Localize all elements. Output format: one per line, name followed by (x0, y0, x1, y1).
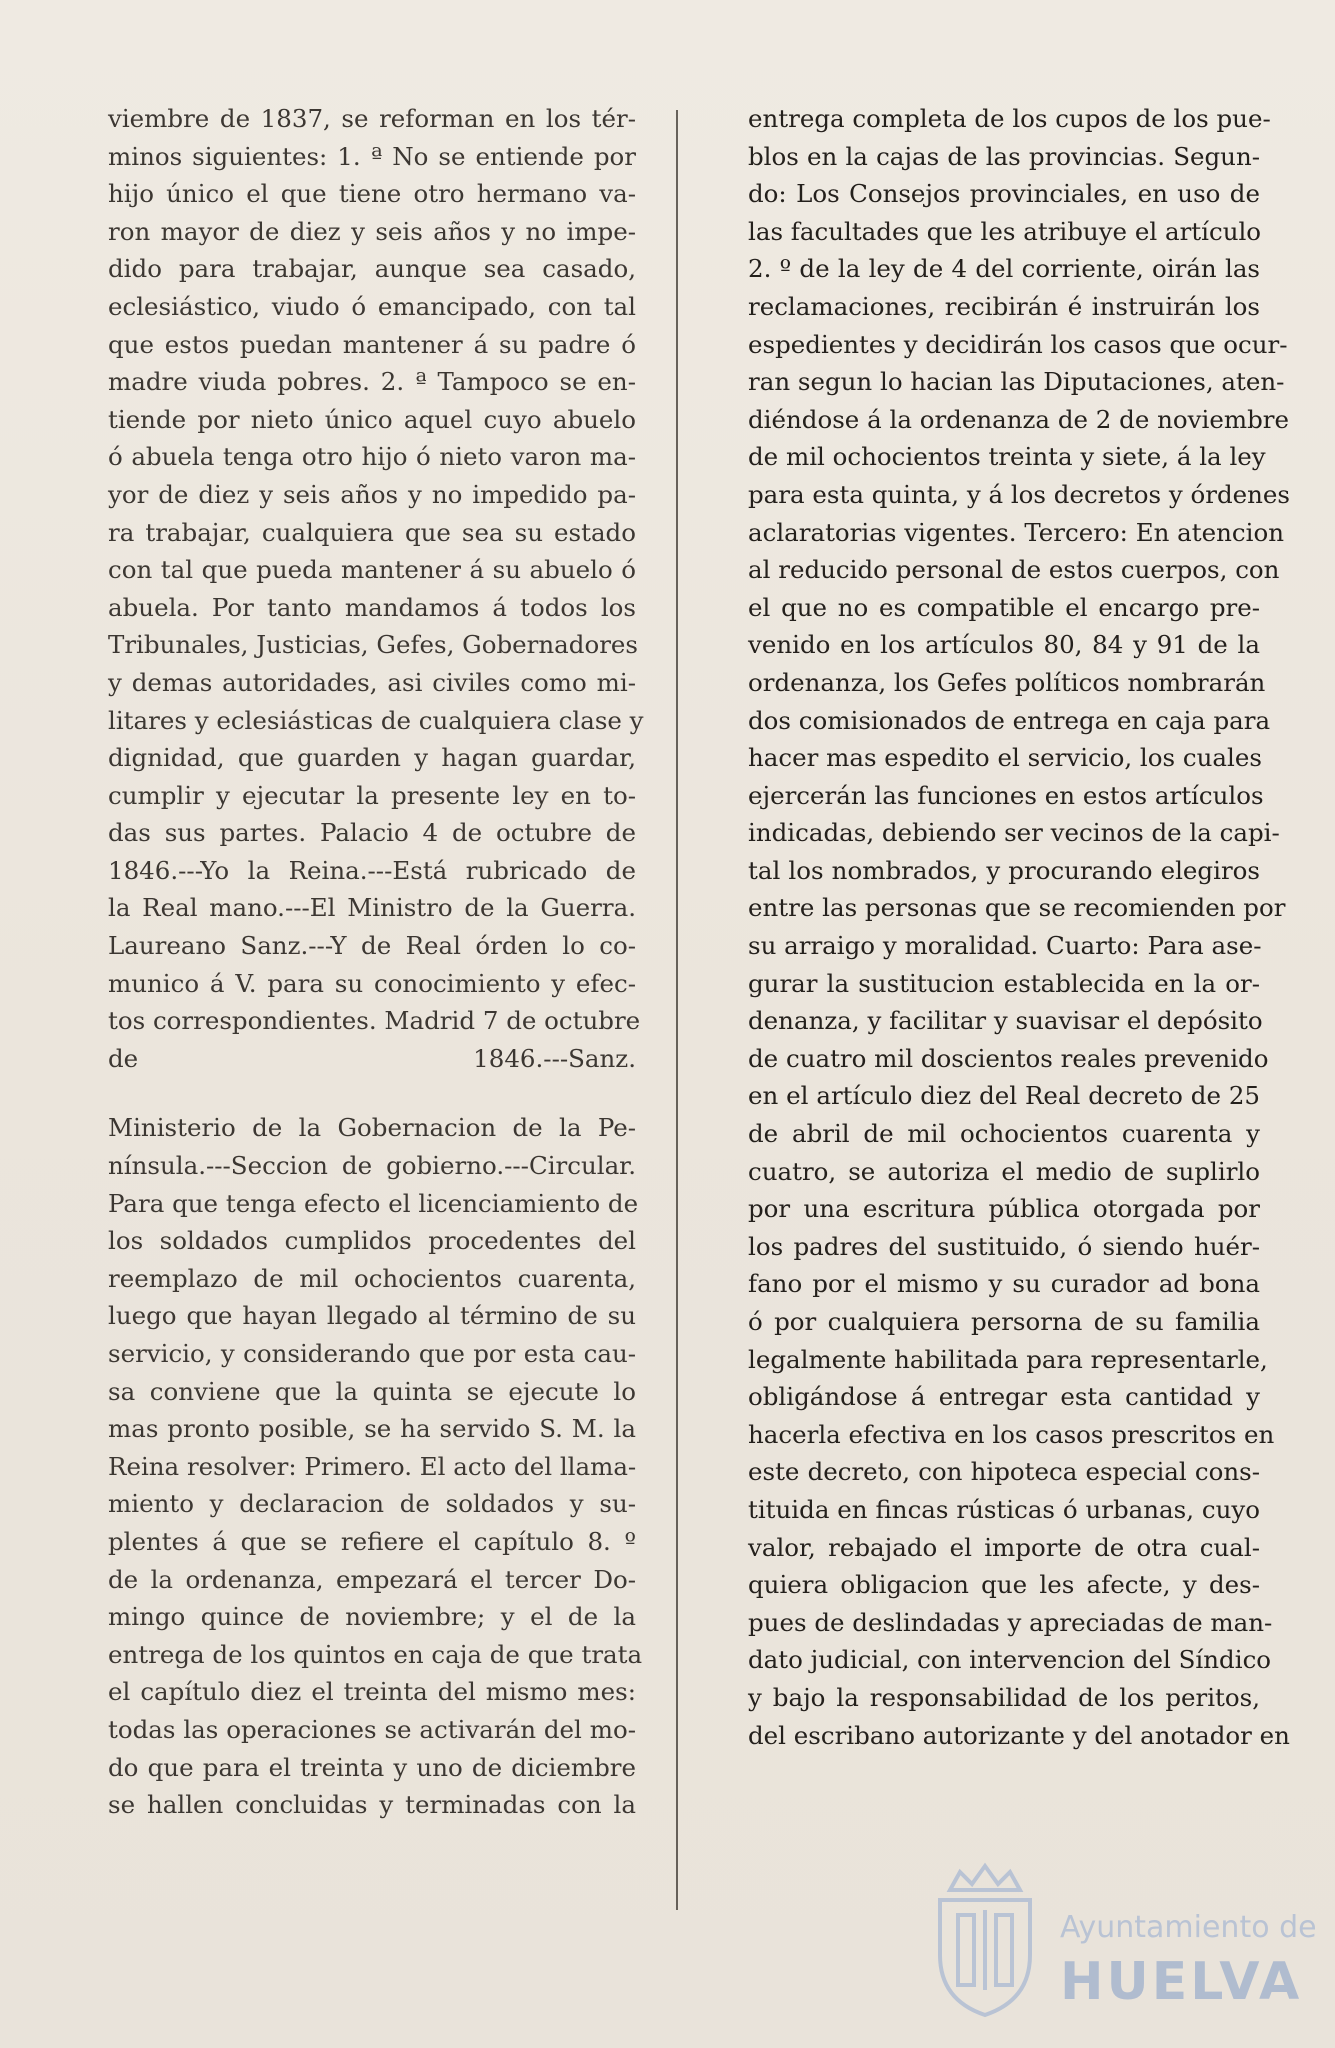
text-line: para esta quinta, y á los decretos y órdenes (748, 479, 1290, 509)
text-line: tos correspondientes. Madrid 7 de octubre (108, 1006, 641, 1036)
text-line: de mil ochocientos treinta y siete, á la ley (748, 442, 1266, 472)
text-line: 2. º de la ley de 4 del corriente, oirán las (748, 254, 1260, 284)
text-line: fano por el mismo y su curador ad bona (748, 1269, 1260, 1299)
text-line: eclesiástico, viudo ó emancipado, con tal (108, 291, 636, 321)
text-line: servicio, y considerando que por esta cau- (108, 1339, 636, 1368)
text-line: viembre de 1837, se reforman en los tér- (108, 104, 636, 133)
text-line: ordenanza, los Gefes políticos nombrarán (748, 667, 1266, 697)
text-line: espedientes y decidirán los casos que ocur- (748, 329, 1288, 359)
text-line: nínsula.---Seccion de gobierno.---Circular. (108, 1151, 636, 1181)
text-line: de la ordenanza, empezará el tercer Do- (108, 1564, 636, 1594)
paragraph-royal-decree (108, 100, 644, 1077)
text-line: dido para trabajar, aunque sea casado, (108, 254, 636, 284)
text-line: con tal que pueda mantener á su abuelo ó (108, 555, 636, 585)
text-line: entre las personas que se recomienden por (748, 893, 1286, 923)
text-line: blos en la cajas de las provincias. Segun- (748, 141, 1260, 171)
text-line: obligándose á entregar esta cantidad y (748, 1382, 1260, 1412)
text-line: do: Los Consejos provinciales, en uso de (748, 179, 1260, 209)
text-line: el que no es compatible el encargo pre- (748, 592, 1260, 622)
right-column (748, 100, 1290, 1754)
text-line: cumplir y ejecutar la presente ley en to- (108, 780, 636, 810)
text-line: ron mayor de diez y seis años y no impe- (108, 216, 636, 246)
text-line: venido en los artículos 80, 84 y 91 de la (748, 630, 1260, 660)
text-line: de 1846.---Sanz. (108, 1043, 636, 1073)
text-line: que estos puedan mantener á su padre ó (108, 329, 636, 359)
text-line: hacer mas espedito el servicio, los cuales (748, 743, 1262, 773)
text-line: reemplazo de mil ochocientos cuarenta, (108, 1263, 636, 1293)
text-line: por una escritura pública otorgada por (748, 1194, 1260, 1224)
text-line: Tribunales, Justicias, Gefes, Gobernadores (108, 630, 638, 660)
paragraph-continuation (748, 100, 1290, 1754)
text-line: de abril de mil ochocientos cuarenta y (748, 1119, 1260, 1149)
text-line: pues de deslindadas y apreciadas de man- (748, 1607, 1273, 1637)
text-line: la Real mano.---El Ministro de la Guerra. (108, 893, 636, 923)
text-line: luego que hayan llegado al término de su (108, 1301, 636, 1331)
text-line: denanza, y facilitar y suavisar el depósito (748, 1006, 1263, 1036)
text-line: quiera obligacion que les afecte, y des- (748, 1570, 1260, 1600)
text-line: todas las operaciones se activarán del mo- (108, 1714, 636, 1744)
text-line: se hallen concluidas y terminadas con la (108, 1790, 636, 1820)
watermark-line1: Ayuntamiento de (1060, 1910, 1317, 1945)
text-line: su arraigo y moralidad. Cuarto: Para ase- (748, 931, 1262, 961)
text-line: dignidad, que guarden y hagan guardar, (108, 743, 636, 773)
text-line: ra trabajar, cualquiera que sea su estado (108, 517, 636, 547)
text-line: mas pronto posible, se ha servido S. M. la (108, 1414, 636, 1444)
text-line: ran segun lo hacian las Diputaciones, aten- (748, 367, 1285, 397)
text-line: reclamaciones, recibirán é instruirán los (748, 291, 1260, 321)
text-line: minos siguientes: 1. ª No se entiende por (108, 141, 636, 171)
text-line: dos comisionados de entrega en caja para (748, 705, 1271, 735)
text-line: das sus partes. Palacio 4 de octubre de (108, 818, 636, 848)
text-line: cuatro, se autoriza el medio de suplirlo (748, 1156, 1260, 1186)
text-line: tituida en fincas rústicas ó urbanas, cuyo (748, 1494, 1260, 1524)
text-line: en el artículo diez del Real decreto de 25 (748, 1081, 1260, 1111)
text-line: diéndose á la ordenanza de 2 de noviembre (748, 404, 1289, 434)
watermark (900, 1860, 1317, 2030)
text-line: yor de diez y seis años y no impedido pa- (108, 479, 636, 509)
text-line: los soldados cumplidos procedentes del (108, 1226, 636, 1256)
text-line: hacerla efectiva en los casos prescritos en (748, 1419, 1275, 1449)
paragraph-circular (108, 1109, 643, 1823)
text-line: ejercerán las funciones en estos artículos (748, 780, 1264, 810)
text-line: aclaratorias vigentes. Tercero: En atencion (748, 517, 1284, 547)
text-line: litares y eclesiásticas de cualquiera clase y (108, 705, 644, 735)
text-line: el capítulo diez el treinta del mismo mes: (108, 1677, 636, 1707)
text-line: 1846.---Yo la Reina.---Está rubricado de (108, 855, 636, 885)
text-line: miento y declaracion de soldados y su- (108, 1489, 636, 1519)
text-line: ó por cualquiera persorna de su familia (748, 1307, 1260, 1336)
left-column (108, 100, 644, 1824)
coat-of-arms-icon (920, 1860, 1050, 2020)
text-line: mingo quince de noviembre; y el de la (108, 1602, 636, 1632)
text-line: sa conviene que la quinta se ejecute lo (108, 1376, 636, 1406)
text-line: entrega completa de los cupos de los pue- (748, 104, 1271, 133)
text-line: dato judicial, con intervencion del Síndico (748, 1645, 1272, 1675)
column-divider (676, 110, 678, 1910)
text-line: tiende por nieto único aquel cuyo abuelo (108, 404, 636, 434)
text-line: abuela. Por tanto mandamos á todos los (108, 592, 636, 622)
text-line: munico á V. para su conocimiento y efec- (108, 968, 636, 998)
text-line: y bajo la responsabilidad de los peritos, (748, 1682, 1260, 1712)
text-line: gurar la sustitucion establecida en la or- (748, 968, 1260, 998)
text-line: entrega de los quintos en caja de que trata (108, 1639, 643, 1669)
text-line: Ministerio de la Gobernacion de la Pe- (108, 1113, 636, 1143)
text-line: legalmente habilitada para representarle, (748, 1344, 1268, 1374)
text-line: hijo único el que tiene otro hermano va- (108, 179, 636, 209)
text-line: tal los nombrados, y procurando elegiros (748, 855, 1260, 885)
text-line: este decreto, con hipoteca especial cons- (748, 1457, 1260, 1487)
text-line: del escribano autorizante y del anotador en (748, 1720, 1290, 1750)
text-line: Reina resolver: Primero. El acto del llama- (108, 1451, 637, 1481)
text-line: al reducido personal de estos cuerpos, con (748, 555, 1280, 585)
text-line: de cuatro mil doscientos reales prevenido (748, 1043, 1269, 1073)
text-line: plentes á que se refiere el capítulo 8. º (108, 1526, 636, 1556)
text-line: los padres del sustituido, ó siendo huér- (748, 1231, 1260, 1261)
text-line: las facultades que les atribuye el artículo (748, 216, 1262, 246)
text-line: do que para el treinta y uno de diciembre (108, 1752, 636, 1782)
text-line: y demas autoridades, asi civiles como mi- (108, 667, 636, 697)
text-line: Laureano Sanz.---Y de Real órden lo co- (108, 931, 636, 961)
text-line: madre viuda pobres. 2. ª Tampoco se en- (108, 367, 636, 397)
text-line: ó abuela tenga otro hijo ó nieto varon ma- (108, 442, 636, 472)
text-line: Para que tenga efecto el licenciamiento de (108, 1188, 639, 1218)
watermark-line2: HUELVA (1060, 1952, 1303, 2012)
text-line: valor, rebajado el importe de otra cual- (748, 1532, 1260, 1562)
text-line: indicadas, debiendo ser vecinos de la capi- (748, 818, 1280, 848)
